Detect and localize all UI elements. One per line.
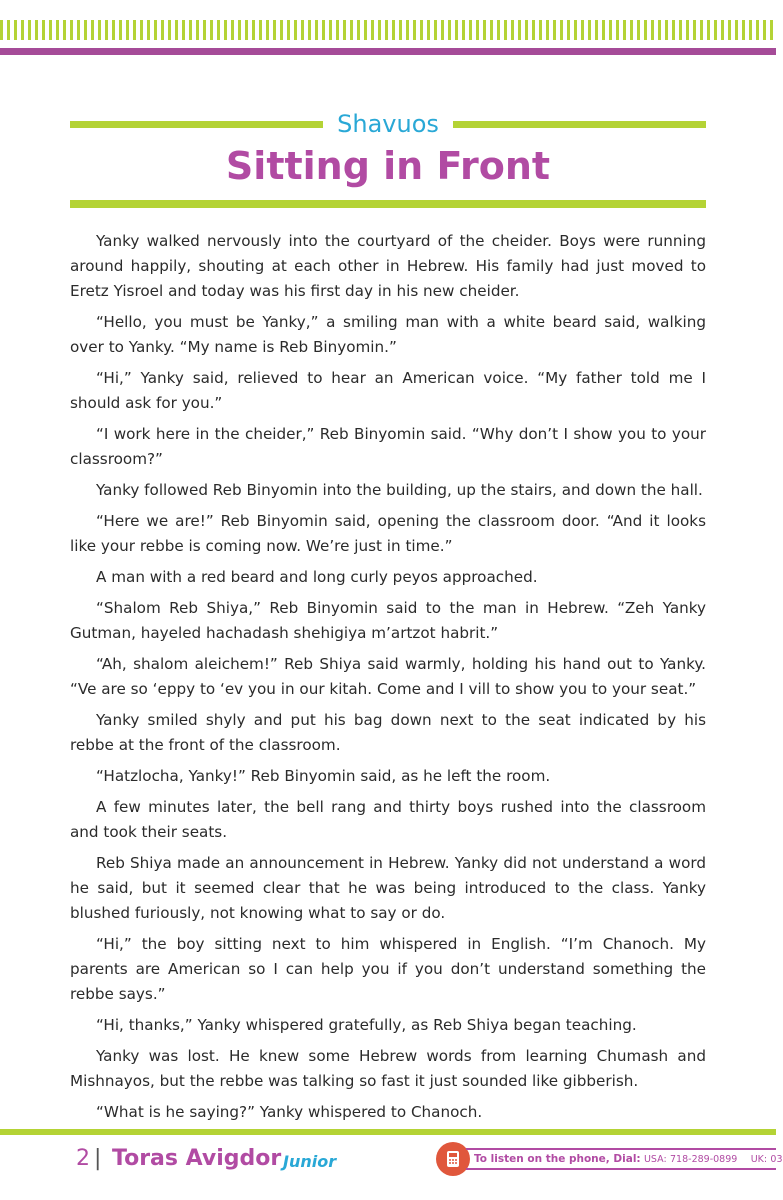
story-paragraph: “What is he saying?” Yanky whispered to Chanoch.	[96, 1103, 483, 1121]
story-body	[70, 229, 706, 1131]
top-color-bar	[0, 48, 776, 55]
bottom-color-bar	[0, 1129, 776, 1135]
section-rule-right	[453, 121, 706, 128]
top-tick-border	[0, 20, 776, 40]
uk-label: UK:	[750, 1154, 768, 1165]
phone-lead-text: To listen on the phone, Dial:	[474, 1153, 641, 1165]
story-paragraph: Yanky smiled shyly and put his bag down next to the seat indicated by his rebbe at the front of the classroom.	[70, 711, 706, 754]
story-paragraph: “Hello, you must be Yanky,” a smiling man with a white beard said, walking over to Yanky. “My name is Reb Binyomin.”	[70, 313, 706, 356]
story-paragraph: Yanky walked nervously into the courtyard of the cheider. Boys were running around happily, shouting at each other in Hebrew. His family had just moved to Eretz Yisroel and today was his first day in his new cheider.	[70, 232, 706, 300]
title-underline-rule	[70, 200, 706, 208]
story-paragraph: A man with a red beard and long curly peyos approached.	[96, 568, 538, 586]
story-paragraph: “Hi,” Yanky said, relieved to hear an American voice. “My father told me I should ask for you.”	[70, 369, 706, 412]
section-heading-row	[70, 108, 706, 140]
brand-subtitle: Junior	[283, 1152, 337, 1171]
phone-icon	[436, 1142, 470, 1176]
usa-number: 718-289-0899	[670, 1154, 738, 1165]
story-paragraph: Reb Shiya made an announcement in Hebrew. Yanky did not understand a word he said, but it seemed clear that he was being introduced to the class. Yanky blushed furiously, not knowing what to say or do.	[70, 854, 706, 922]
story-paragraph: “Hatzlocha, Yanky!” Reb Binyomin said, as he left the room.	[96, 767, 551, 785]
story-paragraph: “Shalom Reb Shiya,” Reb Binyomin said to the man in Hebrew. “Zeh Yanky Gutman, hayeled hachadash shehigiya m’artzot habrit.”	[70, 599, 706, 642]
brand-name: Toras Avigdor	[112, 1146, 282, 1171]
story-paragraph: Yanky was lost. He knew some Hebrew words from learning Chumash and Mishnayos, but the rebbe was talking so fast it just sounded like gibberish.	[70, 1047, 706, 1090]
section-rule-left	[70, 121, 323, 128]
story-paragraph: “Hi,” the boy sitting next to him whispered in English. “I’m Chanoch. My parents are American so I can help you if you don’t understand something the rebbe says.”	[70, 935, 706, 1003]
story-paragraph: “Here we are!” Reb Binyomin said, opening the classroom door. “And it looks like your rebbe is coming now. We’re just in time.”	[70, 512, 706, 555]
footer-separator: |	[94, 1146, 102, 1171]
story-paragraph: A few minutes later, the bell rang and thirty boys rushed into the classroom and took their seats.	[70, 798, 706, 841]
phone-strip	[466, 1148, 783, 1170]
phone-info	[436, 1142, 783, 1176]
uk-number: 03	[770, 1154, 783, 1165]
story-paragraph: Yanky followed Reb Binyomin into the building, up the stairs, and down the hall.	[96, 481, 703, 499]
story-paragraph: “I work here in the cheider,” Reb Binyomin said. “Why don’t I show you to your classroom?”	[70, 425, 706, 468]
page-footer	[0, 1140, 783, 1180]
story-paragraph: “Ah, shalom aleichem!” Reb Shiya said warmly, holding his hand out to Yanky. “Ve are so ‘eppy to ‘ev you in our kitah. Come and I vill to show you to your seat.”	[70, 655, 706, 698]
usa-label: USA:	[643, 1154, 667, 1165]
story-paragraph: “Hi, thanks,” Yanky whispered gratefully, as Reb Shiya began teaching.	[96, 1016, 637, 1034]
page-number: 2	[76, 1146, 90, 1171]
section-label: Shavuos	[337, 110, 439, 138]
story-title: Sitting in Front	[225, 144, 551, 188]
